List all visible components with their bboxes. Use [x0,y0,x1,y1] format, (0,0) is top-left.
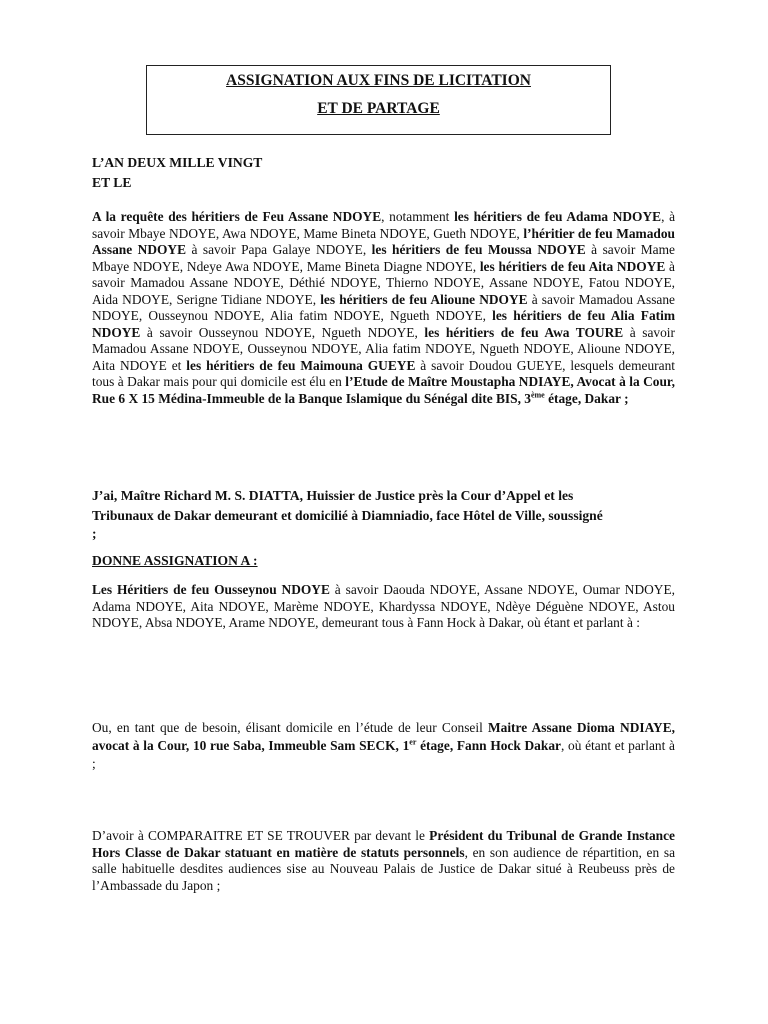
requete-bold-4: les héritiers de feu Moussa NDOYE [371,242,586,257]
huissier-line-1: J’ai, Maître Richard M. S. DIATTA, Huissier de Justice près la Cour d’Appel et les [92,488,574,503]
domicile-floor-superscript: er [409,737,417,747]
heritiers-paragraph [92,582,675,632]
heritiers-text: à savoir Daouda NDOYE, Assane NDOYE, Oumar NDOYE, Adama NDOYE, Aita NDOYE, Marème NDOYE, Khardyssa NDOYE, Ndèye Déguène NDOYE, Astou NDOYE, Absa NDOYE, Arame NDOYE, demeurant tous à Fann Hock à Dakar, où étant et parlant à : [92,582,675,630]
requete-bold-8: les héritiers de feu Awa TOURE [424,324,624,340]
document-title-line-2: ET DE PARTAGE [317,100,440,117]
requete-text-7: à savoir Ousseynou NDOYE, Ngueth NDOYE, [140,324,425,340]
requete-paragraph [92,209,675,407]
requete-text-1: , notamment [381,209,455,224]
comparaitre-text-2: , en son audience de répartition, en sa salle habituelle desdites audiences sise au Nouveau Palais de Justice de Dakar situé à Reubeuss près de l’Ambassade du Japon ; [92,844,676,893]
requete-bold-5: les héritiers de feu Aita NDOYE [479,258,666,274]
huissier-line-2: Tribunaux de Dakar demeurant et domicilié à Diamniadio, face Hôtel de Ville, soussigné [92,508,603,523]
requete-bold-6: les héritiers de feu Alioune NDOYE [320,291,528,307]
domicile-text-2: , où étant et parlant à ; [92,738,675,771]
comparaitre-text-1: D’avoir à COMPARAITRE ET SE TROUVER par devant le [92,828,430,843]
domicile-text-1: Ou, en tant que de besoin, élisant domicile en l’étude de leur Conseil [92,720,488,735]
donne-assignation-heading: DONNE ASSIGNATION A : [92,553,258,568]
requete-bold-3: l’héritier de feu Mamadou Assane NDOYE [92,225,675,257]
comparaitre-paragraph [92,828,675,894]
comparaitre-bold: Président du Tribunal de Grande Instance Hors Classe de Dakar statuant en matière de statuts personnels [92,828,676,860]
date-line-2: ET LE [92,175,132,190]
requete-text-8: à savoir Mamadou Assane NDOYE, Ousseynou NDOYE, Alia fatim NDOYE, Ngueth NDOYE, Alioune NDOYE, Aita NDOYE et [92,324,675,373]
requete-text-4: à savoir Mame Mbaye NDOYE, Ndeye Awa NDOYE, Mame Bineta Diagne NDOYE, [92,242,675,274]
requete-text-6: à savoir Mamadou Assane NDOYE, Ousseynou NDOYE, Alia fatim NDOYE, Ngueth NDOYE, [92,291,676,323]
document-title-line-1: ASSIGNATION AUX FINS DE LICITATION [226,72,531,89]
date-line-1: L’AN DEUX MILLE VINGT [92,155,263,170]
title-box [146,65,611,135]
etude-address: l’Etude de Maître Moustapha NDIAYE, Avocat à la Cour, Rue 6 X 15 Médina-Immeuble de la Banque Islamique du Sénégal dite BIS, 3 [92,374,675,406]
requete-bold-2: les héritiers de feu Adama NDOYE [454,209,662,224]
requete-text-2: , à savoir Mbaye NDOYE, Awa NDOYE, Mame Bineta NDOYE, Gueth NDOYE, [92,209,676,241]
requete-bold-7: les héritiers de feu Alia Fatim NDOYE [92,308,675,340]
heritiers-bold: Les Héritiers de feu Ousseynou NDOYE [92,582,330,597]
requete-bold-1: A la requête des héritiers de Feu Assane NDOYE [92,209,382,224]
requete-text-9: à savoir Doudou GUEYE, lesquels demeurant tous à Dakar mais pour qui domicile est élu en [92,357,675,389]
etude-floor-superscript: ème [530,390,545,400]
etude-address-end: étage, Dakar ; [544,390,629,406]
requete-bold-9: les héritiers de feu Maimouna GUEYE [186,357,416,373]
requete-text-5: à savoir Mamadou Assane NDOYE, Déthié NDOYE, Thierno NDOYE, Assane NDOYE, Fatou NDOYE, Aida NDOYE, Serigne Tidiane NDOYE, [92,258,675,307]
domicile-bold-1: Maitre Assane Dioma NDIAYE, avocat à la Cour, 10 rue Saba, Immeuble Sam SECK, 1 [92,720,675,753]
requete-text-3: à savoir Papa Galaye NDOYE, [186,242,372,257]
domicile-paragraph [92,719,675,773]
domicile-bold-2: étage, Fann Hock Dakar [416,738,561,753]
huissier-line-3: ; [92,526,97,541]
